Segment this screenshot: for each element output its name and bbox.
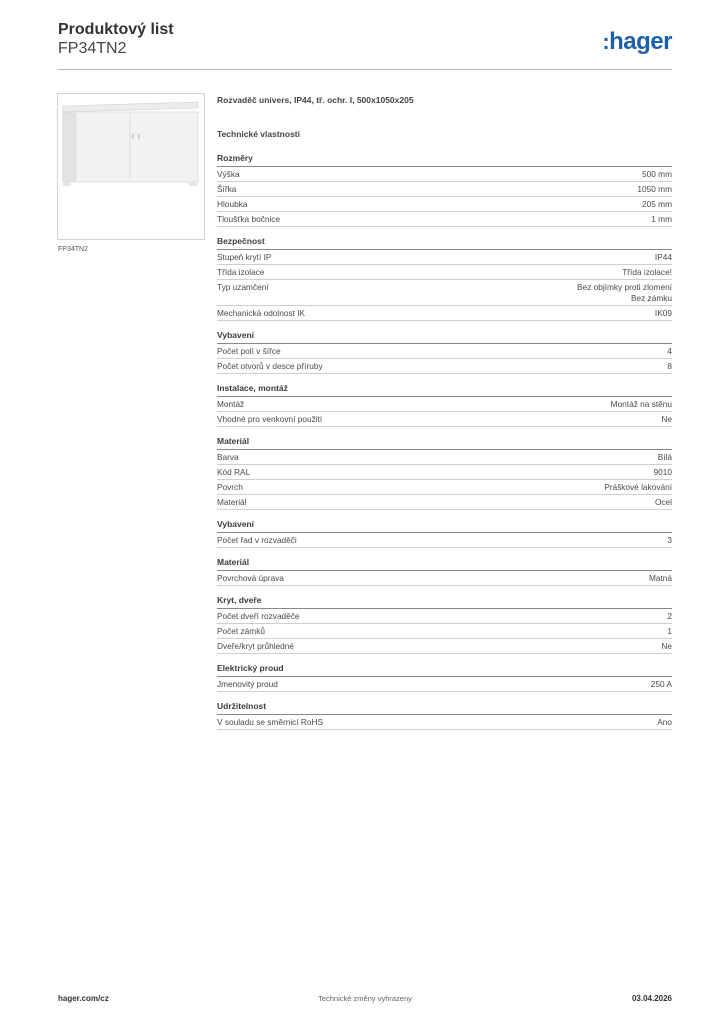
page-title: Produktový list [58, 21, 174, 38]
spec-row [217, 306, 672, 321]
spec-value [661, 414, 672, 425]
spec-row [217, 182, 672, 197]
spec-row [217, 450, 672, 465]
spec-value [642, 169, 672, 180]
spec-value [637, 184, 672, 195]
spec-value [651, 679, 672, 690]
spec-value-line: Práškové lakování [604, 482, 672, 492]
spec-label: V souladu se směrnicí RoHS [217, 717, 324, 727]
spec-value-line: Ano [657, 717, 672, 727]
spec-label: Stupeň krytí IP [217, 252, 272, 262]
footer-notice: Technické změny vyhrazeny [318, 994, 412, 1003]
spec-row [217, 265, 672, 280]
spec-label: Barva [217, 452, 239, 462]
spec-value-line: Ne [661, 641, 672, 651]
spec-row [217, 571, 672, 586]
spec-row [217, 397, 672, 412]
spec-group-title: Vybavení [217, 519, 672, 533]
spec-label: Vhodné pro venkovní použití [217, 414, 323, 424]
spec-content [217, 95, 672, 739]
spec-value-line: Třída izolace! [622, 267, 672, 277]
hager-logo [602, 28, 672, 56]
spec-row [217, 344, 672, 359]
spec-value [577, 282, 672, 304]
spec-label: Třída izolace [217, 267, 265, 277]
spec-label: Materiál [217, 497, 247, 507]
spec-group [217, 701, 672, 730]
spec-value [654, 467, 672, 478]
spec-group [217, 236, 672, 321]
spec-value-line: 500 mm [642, 169, 672, 179]
footer-date: 03.04.2026 [631, 994, 672, 1003]
spec-value-line: 9010 [653, 467, 672, 477]
spec-group-title: Rozměry [217, 153, 672, 167]
spec-label: Hloubka [217, 199, 248, 209]
spec-label: Typ uzamčení [217, 282, 269, 292]
spec-label: Kód RAL [217, 467, 251, 477]
spec-group [217, 663, 672, 692]
spec-row [217, 624, 672, 639]
spec-value [657, 717, 672, 728]
spec-group [217, 153, 672, 227]
spec-group-title: Vybavení [217, 330, 672, 344]
spec-label: Montáž [217, 399, 245, 409]
spec-value-line: IP44 [654, 252, 672, 262]
spec-value-line: Bílá [657, 452, 672, 462]
spec-value-line: 205 mm [642, 199, 672, 209]
spec-group-title: Udržitelnost [217, 701, 672, 715]
spec-value [649, 573, 672, 584]
spec-value-line: Bez zámku [630, 293, 672, 303]
spec-value-line: Bez objímky proti zlomení [577, 282, 672, 292]
page-header [58, 20, 672, 70]
spec-value [661, 641, 672, 652]
spec-value-line: 1 [667, 626, 672, 636]
spec-value-line: 1 mm [651, 214, 672, 224]
spec-row [217, 212, 672, 227]
spec-row [217, 495, 672, 510]
spec-value [667, 346, 672, 357]
spec-group-title: Materiál [217, 557, 672, 571]
spec-label: Povrchová úprava [217, 573, 284, 583]
technical-properties-heading: Technické vlastnosti [217, 129, 300, 139]
spec-group-title: Kryt, dveře [217, 595, 672, 609]
spec-label: Počet dveří rozvaděče [217, 611, 300, 621]
spec-value-line: 2 [667, 611, 672, 621]
spec-value-line: Matná [648, 573, 672, 583]
spec-row [217, 250, 672, 265]
spec-group [217, 330, 672, 374]
image-caption: FP34TN2 [58, 246, 88, 253]
spec-value [604, 482, 672, 493]
spec-value-line: 4 [667, 346, 672, 356]
spec-value-line: 8 [667, 361, 672, 371]
spec-row [217, 359, 672, 374]
spec-group [217, 557, 672, 586]
spec-groups [217, 153, 672, 730]
spec-value [622, 267, 672, 278]
spec-label: Mechanická odolnost IK [217, 308, 306, 318]
spec-group-title: Materiál [217, 436, 672, 450]
spec-value [658, 452, 672, 463]
spec-value [667, 626, 672, 637]
spec-label: Tloušťka bočnice [217, 214, 281, 224]
spec-value-line: Ocel [654, 497, 672, 507]
spec-label: Počet otvorů v desce příruby [217, 361, 323, 371]
spec-row [217, 167, 672, 182]
spec-row [217, 677, 672, 692]
spec-row [217, 609, 672, 624]
spec-label: Povrch [217, 482, 243, 492]
spec-value [642, 199, 672, 210]
spec-label: Počet polí v šířce [217, 346, 281, 356]
spec-value-line: Montáž na stěnu [610, 399, 672, 409]
product-image [57, 93, 205, 240]
logo-colon: : [602, 29, 610, 54]
spec-group-title: Elektrický proud [217, 663, 672, 677]
spec-row [217, 465, 672, 480]
enclosure-illustration [58, 94, 204, 239]
spec-value-line: IK09 [654, 308, 672, 318]
logo-text: hager [609, 28, 672, 55]
spec-group-title: Bezpečnost [217, 236, 672, 250]
spec-value [667, 535, 672, 546]
spec-value [667, 361, 672, 372]
spec-value [655, 497, 672, 508]
spec-value-line: Ne [661, 414, 672, 424]
spec-label: Jmenovitý proud [217, 679, 278, 689]
spec-value-line: 3 [667, 535, 672, 545]
header-divider [58, 69, 672, 70]
spec-label: Šířka [217, 184, 237, 194]
spec-group [217, 595, 672, 654]
spec-value [655, 308, 672, 319]
page-footer [58, 994, 672, 1008]
spec-label: Dveře/kryt průhledné [217, 641, 295, 651]
spec-row [217, 639, 672, 654]
spec-row [217, 533, 672, 548]
spec-row [217, 480, 672, 495]
spec-value [655, 252, 672, 263]
spec-row [217, 412, 672, 427]
spec-value [611, 399, 672, 410]
spec-value-line: 1050 mm [637, 184, 672, 194]
spec-group [217, 436, 672, 510]
spec-label: Výška [217, 169, 240, 179]
spec-row [217, 715, 672, 730]
spec-value [667, 611, 672, 622]
spec-row [217, 280, 672, 306]
footer-website: hager.com/cz [58, 994, 109, 1003]
spec-group [217, 519, 672, 548]
spec-label: Počet řad v rozvaděči [217, 535, 297, 545]
spec-label: Počet zámků [217, 626, 265, 636]
spec-value [651, 214, 672, 225]
spec-row [217, 197, 672, 212]
spec-group-title: Instalace, montáž [217, 383, 672, 397]
spec-value-line: 250 A [650, 679, 672, 689]
product-code: FP34TN2 [58, 40, 127, 57]
spec-group [217, 383, 672, 427]
product-description: Rozvaděč univers, IP44, tř. ochr. I, 500x1050x205 [217, 95, 414, 105]
